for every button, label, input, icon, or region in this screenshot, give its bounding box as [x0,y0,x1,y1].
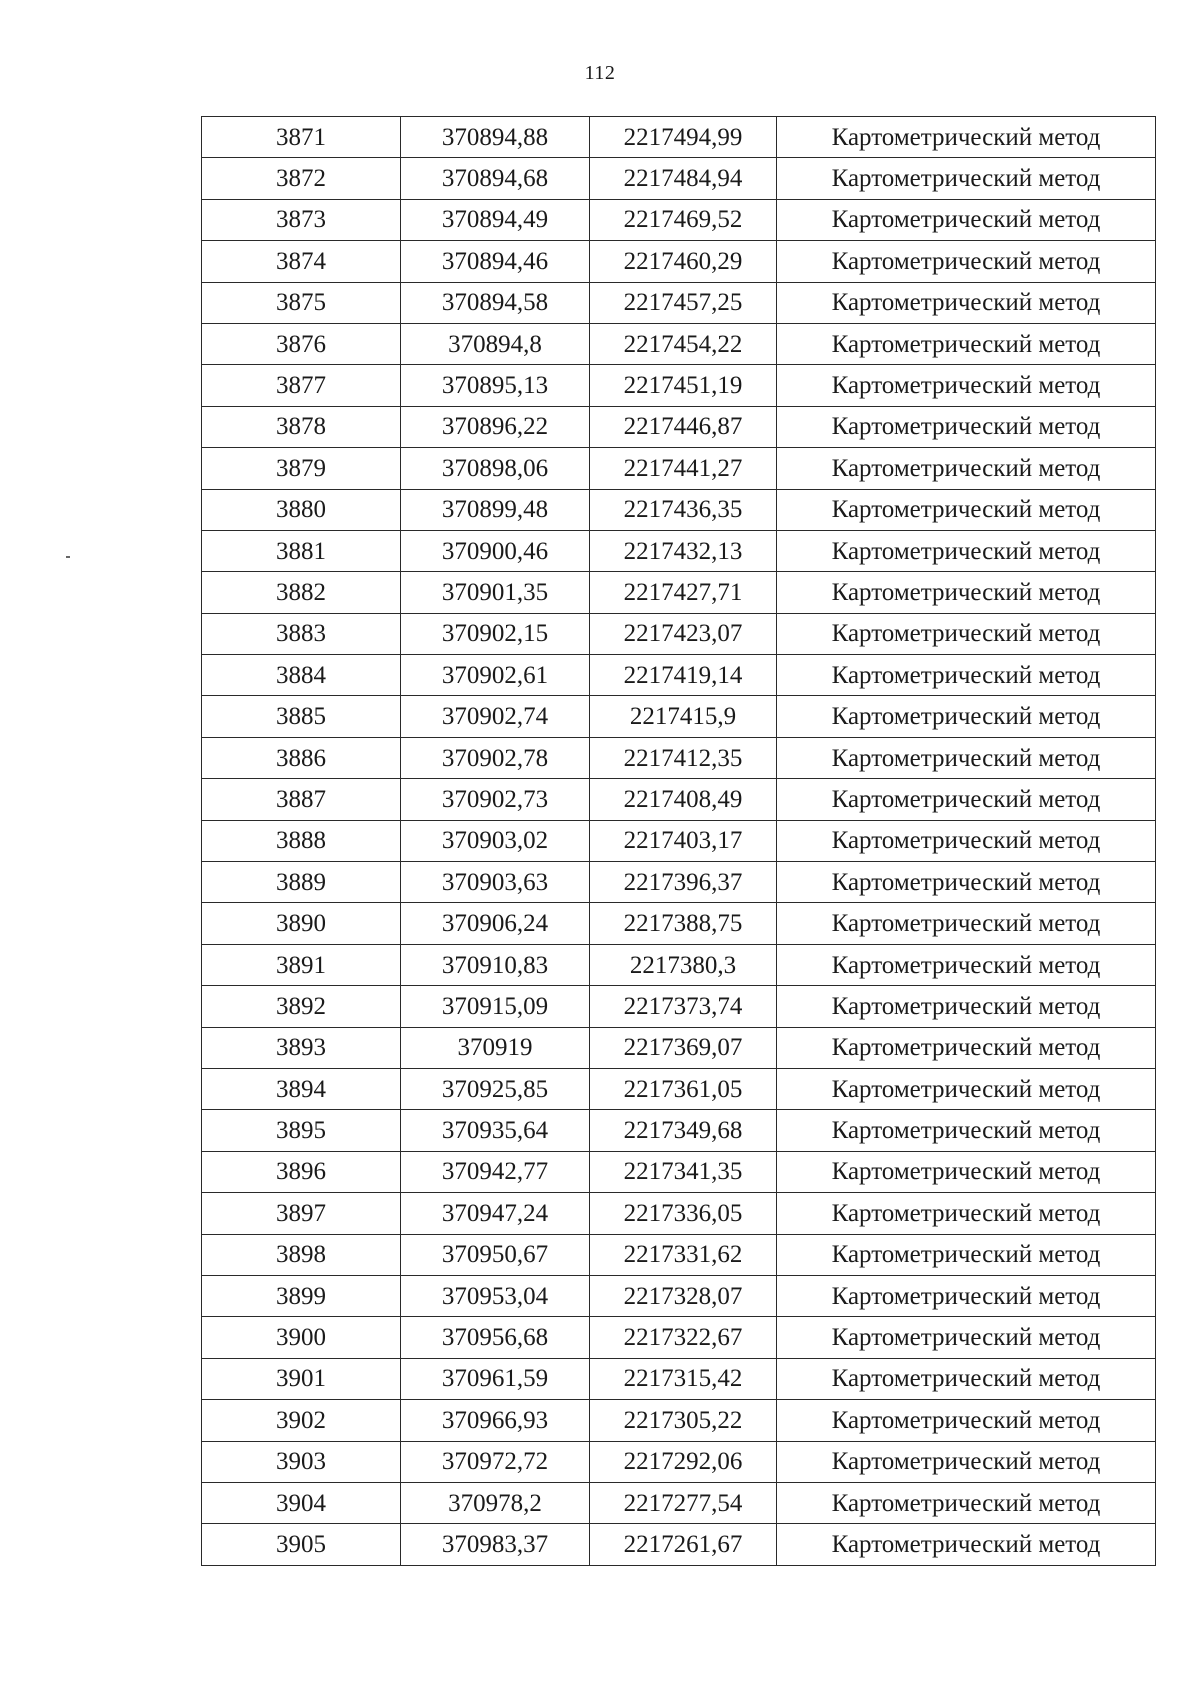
table-row [202,696,1156,737]
method-cell: Картометрический метод [777,365,1156,406]
method-cell: Картометрический метод [777,489,1156,530]
point-number-cell: 3875 [202,282,401,323]
y-coordinate-cell: 2217396,37 [590,862,777,903]
table-row [202,1524,1156,1565]
x-coordinate-cell: 370894,88 [401,117,590,158]
point-number-cell: 3893 [202,1027,401,1068]
point-number-cell: 3882 [202,572,401,613]
table-row [202,986,1156,1027]
x-coordinate-cell: 370902,78 [401,737,590,778]
page-number: 112 [584,62,616,84]
method-cell: Картометрический метод [777,572,1156,613]
point-number-cell: 3895 [202,1110,401,1151]
table-row [202,1234,1156,1275]
method-cell: Картометрический метод [777,323,1156,364]
method-cell: Картометрический метод [777,1068,1156,1109]
y-coordinate-cell: 2217419,14 [590,655,777,696]
x-coordinate-cell: 370894,46 [401,241,590,282]
method-cell: Картометрический метод [777,1317,1156,1358]
x-coordinate-cell: 370898,06 [401,448,590,489]
table-row [202,406,1156,447]
point-number-cell: 3880 [202,489,401,530]
table-row [202,572,1156,613]
y-coordinate-cell: 2217412,35 [590,737,777,778]
method-cell: Картометрический метод [777,1524,1156,1565]
x-coordinate-cell: 370947,24 [401,1193,590,1234]
coordinates-table-body [202,117,1156,1566]
point-number-cell: 3879 [202,448,401,489]
table-row [202,944,1156,985]
x-coordinate-cell: 370978,2 [401,1482,590,1523]
point-number-cell: 3885 [202,696,401,737]
table-row [202,1358,1156,1399]
x-coordinate-cell: 370961,59 [401,1358,590,1399]
x-coordinate-cell: 370942,77 [401,1151,590,1192]
method-cell: Картометрический метод [777,448,1156,489]
x-coordinate-cell: 370910,83 [401,944,590,985]
x-coordinate-cell: 370915,09 [401,986,590,1027]
method-cell: Картометрический метод [777,1234,1156,1275]
method-cell: Картометрический метод [777,1151,1156,1192]
y-coordinate-cell: 2217451,19 [590,365,777,406]
y-coordinate-cell: 2217432,13 [590,530,777,571]
x-coordinate-cell: 370972,72 [401,1441,590,1482]
x-coordinate-cell: 370966,93 [401,1400,590,1441]
y-coordinate-cell: 2217328,07 [590,1275,777,1316]
table-row [202,820,1156,861]
y-coordinate-cell: 2217446,87 [590,406,777,447]
x-coordinate-cell: 370919 [401,1027,590,1068]
table-row [202,903,1156,944]
y-coordinate-cell: 2217369,07 [590,1027,777,1068]
table-row [202,655,1156,696]
method-cell: Картометрический метод [777,696,1156,737]
y-coordinate-cell: 2217315,42 [590,1358,777,1399]
table-row [202,199,1156,240]
x-coordinate-cell: 370894,58 [401,282,590,323]
y-coordinate-cell: 2217380,3 [590,944,777,985]
coordinates-table [201,116,1156,1566]
y-coordinate-cell: 2217349,68 [590,1110,777,1151]
table-row [202,158,1156,199]
x-coordinate-cell: 370950,67 [401,1234,590,1275]
point-number-cell: 3877 [202,365,401,406]
method-cell: Картометрический метод [777,199,1156,240]
y-coordinate-cell: 2217277,54 [590,1482,777,1523]
y-coordinate-cell: 2217336,05 [590,1193,777,1234]
y-coordinate-cell: 2217460,29 [590,241,777,282]
method-cell: Картометрический метод [777,158,1156,199]
point-number-cell: 3872 [202,158,401,199]
table-row [202,613,1156,654]
method-cell: Картометрический метод [777,1193,1156,1234]
x-coordinate-cell: 370956,68 [401,1317,590,1358]
x-coordinate-cell: 370903,02 [401,820,590,861]
y-coordinate-cell: 2217457,25 [590,282,777,323]
point-number-cell: 3896 [202,1151,401,1192]
y-coordinate-cell: 2217494,99 [590,117,777,158]
method-cell: Картометрический метод [777,779,1156,820]
y-coordinate-cell: 2217454,22 [590,323,777,364]
x-coordinate-cell: 370953,04 [401,1275,590,1316]
x-coordinate-cell: 370906,24 [401,903,590,944]
method-cell: Картометрический метод [777,820,1156,861]
table-row [202,530,1156,571]
point-number-cell: 3887 [202,779,401,820]
x-coordinate-cell: 370983,37 [401,1524,590,1565]
method-cell: Картометрический метод [777,1400,1156,1441]
table-row [202,1193,1156,1234]
table-row [202,779,1156,820]
y-coordinate-cell: 2217341,35 [590,1151,777,1192]
method-cell: Картометрический метод [777,1441,1156,1482]
method-cell: Картометрический метод [777,655,1156,696]
table-row [202,1400,1156,1441]
x-coordinate-cell: 370894,49 [401,199,590,240]
point-number-cell: 3903 [202,1441,401,1482]
x-coordinate-cell: 370899,48 [401,489,590,530]
method-cell: Картометрический метод [777,1110,1156,1151]
table-row [202,1441,1156,1482]
method-cell: Картометрический метод [777,117,1156,158]
y-coordinate-cell: 2217415,9 [590,696,777,737]
point-number-cell: 3886 [202,737,401,778]
y-coordinate-cell: 2217305,22 [590,1400,777,1441]
method-cell: Картометрический метод [777,282,1156,323]
method-cell: Картометрический метод [777,903,1156,944]
method-cell: Картометрический метод [777,862,1156,903]
y-coordinate-cell: 2217388,75 [590,903,777,944]
y-coordinate-cell: 2217423,07 [590,613,777,654]
table-row [202,1151,1156,1192]
method-cell: Картометрический метод [777,406,1156,447]
point-number-cell: 3883 [202,613,401,654]
x-coordinate-cell: 370901,35 [401,572,590,613]
y-coordinate-cell: 2217408,49 [590,779,777,820]
y-coordinate-cell: 2217331,62 [590,1234,777,1275]
table-row [202,1275,1156,1316]
y-coordinate-cell: 2217361,05 [590,1068,777,1109]
point-number-cell: 3900 [202,1317,401,1358]
method-cell: Картометрический метод [777,737,1156,778]
table-row [202,737,1156,778]
point-number-cell: 3874 [202,241,401,282]
y-coordinate-cell: 2217322,67 [590,1317,777,1358]
point-number-cell: 3902 [202,1400,401,1441]
point-number-cell: 3871 [202,117,401,158]
x-coordinate-cell: 370902,61 [401,655,590,696]
point-number-cell: 3898 [202,1234,401,1275]
table-row [202,241,1156,282]
point-number-cell: 3884 [202,655,401,696]
y-coordinate-cell: 2217436,35 [590,489,777,530]
y-coordinate-cell: 2217484,94 [590,158,777,199]
point-number-cell: 3891 [202,944,401,985]
point-number-cell: 3905 [202,1524,401,1565]
table-row [202,323,1156,364]
point-number-cell: 3873 [202,199,401,240]
point-number-cell: 3890 [202,903,401,944]
x-coordinate-cell: 370900,46 [401,530,590,571]
table-row [202,365,1156,406]
point-number-cell: 3904 [202,1482,401,1523]
point-number-cell: 3894 [202,1068,401,1109]
point-number-cell: 3876 [202,323,401,364]
x-coordinate-cell: 370935,64 [401,1110,590,1151]
point-number-cell: 3901 [202,1358,401,1399]
table-row [202,1027,1156,1068]
table-row [202,1110,1156,1151]
y-coordinate-cell: 2217292,06 [590,1441,777,1482]
x-coordinate-cell: 370902,73 [401,779,590,820]
point-number-cell: 3889 [202,862,401,903]
y-coordinate-cell: 2217469,52 [590,199,777,240]
y-coordinate-cell: 2217373,74 [590,986,777,1027]
table-row [202,489,1156,530]
method-cell: Картометрический метод [777,1358,1156,1399]
point-number-cell: 3881 [202,530,401,571]
x-coordinate-cell: 370895,13 [401,365,590,406]
x-coordinate-cell: 370925,85 [401,1068,590,1109]
x-coordinate-cell: 370902,74 [401,696,590,737]
method-cell: Картометрический метод [777,1027,1156,1068]
method-cell: Картометрический метод [777,241,1156,282]
method-cell: Картометрический метод [777,530,1156,571]
x-coordinate-cell: 370894,68 [401,158,590,199]
y-coordinate-cell: 2217441,27 [590,448,777,489]
point-number-cell: 3897 [202,1193,401,1234]
method-cell: Картометрический метод [777,1275,1156,1316]
point-number-cell: 3892 [202,986,401,1027]
method-cell: Картометрический метод [777,944,1156,985]
y-coordinate-cell: 2217427,71 [590,572,777,613]
y-coordinate-cell: 2217261,67 [590,1524,777,1565]
table-row [202,1317,1156,1358]
point-number-cell: 3899 [202,1275,401,1316]
method-cell: Картометрический метод [777,1482,1156,1523]
scan-speck [66,556,70,558]
x-coordinate-cell: 370902,15 [401,613,590,654]
method-cell: Картометрический метод [777,986,1156,1027]
table-row [202,862,1156,903]
table-row [202,448,1156,489]
y-coordinate-cell: 2217403,17 [590,820,777,861]
method-cell: Картометрический метод [777,613,1156,654]
point-number-cell: 3888 [202,820,401,861]
table-row [202,117,1156,158]
x-coordinate-cell: 370894,8 [401,323,590,364]
point-number-cell: 3878 [202,406,401,447]
table-row [202,1068,1156,1109]
table-row [202,1482,1156,1523]
table-row [202,282,1156,323]
x-coordinate-cell: 370896,22 [401,406,590,447]
x-coordinate-cell: 370903,63 [401,862,590,903]
